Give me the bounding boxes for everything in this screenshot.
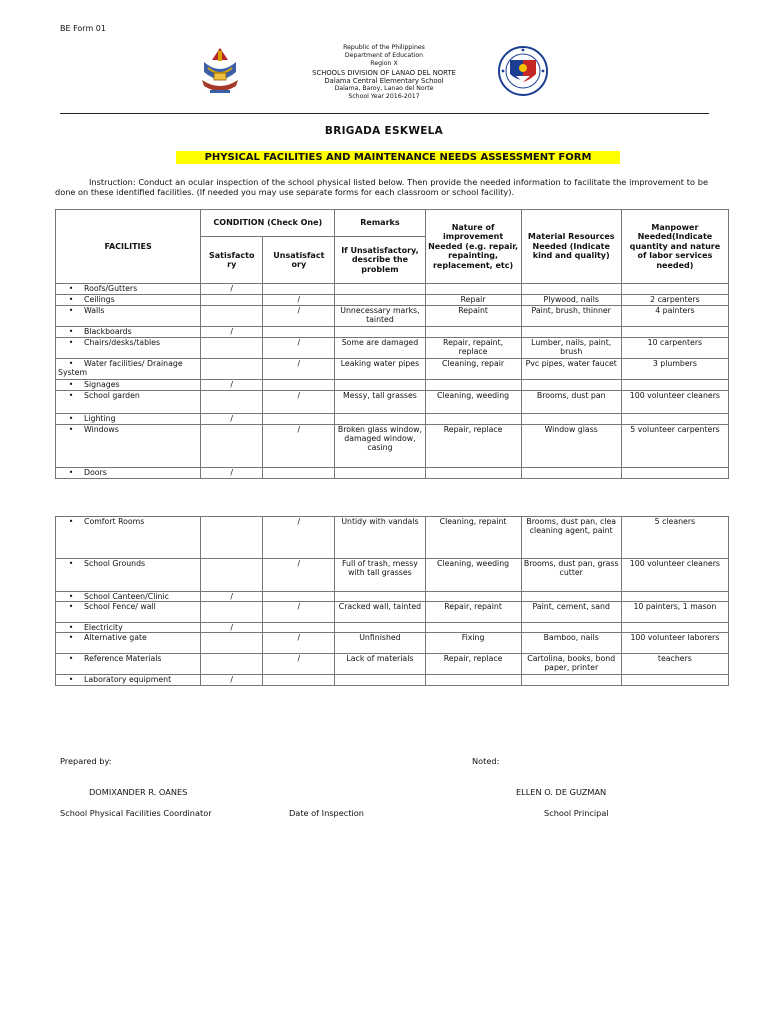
- unsatisfactory-check: /: [263, 654, 335, 675]
- unsatisfactory-check: [263, 284, 335, 295]
- nature-cell: [425, 414, 521, 425]
- manpower-cell: 10 painters, 1 mason: [621, 602, 728, 623]
- facility-name: School Grounds: [84, 559, 146, 568]
- unsatisfactory-check: [263, 592, 335, 602]
- satisfactory-check: [201, 425, 263, 468]
- manpower-cell: teachers: [621, 654, 728, 675]
- nature-cell: Repair, replace: [425, 654, 521, 675]
- satisfactory-check: /: [201, 414, 263, 425]
- table-row: [56, 380, 729, 391]
- table-row: [56, 425, 729, 468]
- unsatisfactory-check: /: [263, 559, 335, 592]
- preparer-title: School Physical Facilities Coordinator: [60, 808, 212, 818]
- material-cell: Bamboo, nails: [521, 633, 621, 654]
- principal-title: School Principal: [544, 808, 609, 818]
- bullet-icon: •: [68, 623, 74, 632]
- header-line-school-year: School Year 2016-2017: [348, 93, 420, 101]
- col-unsatisfactory: Unsatisfact ory: [263, 237, 335, 284]
- manpower-cell: [621, 675, 728, 686]
- manpower-cell: 100 volunteer cleaners: [621, 559, 728, 592]
- bullet-icon: •: [68, 295, 74, 304]
- facility-name: Ceilings: [84, 295, 115, 304]
- facility-name: Lighting: [84, 414, 116, 423]
- nature-cell: Repaint: [425, 306, 521, 327]
- table-row: [56, 295, 729, 306]
- nature-cell: Cleaning, weeding: [425, 391, 521, 414]
- facility-name: Windows: [84, 425, 119, 434]
- bullet-icon: •: [68, 359, 74, 368]
- nature-cell: [425, 592, 521, 602]
- facilities-table: [55, 209, 729, 479]
- facilities-table-continued-body: [56, 517, 729, 686]
- remarks-cell: [335, 414, 425, 425]
- bullet-icon: •: [68, 338, 74, 347]
- table-row: [56, 654, 729, 675]
- school-header: [250, 44, 518, 101]
- satisfactory-check: /: [201, 380, 263, 391]
- nature-cell: Repair: [425, 295, 521, 306]
- remarks-cell: Unnecessary marks, tainted: [335, 306, 425, 327]
- manpower-cell: 3 plumbers: [621, 359, 728, 380]
- satisfactory-check: [201, 602, 263, 623]
- facility-name: Roofs/Gutters: [84, 284, 138, 293]
- remarks-cell: Broken glass window, damaged window, casing: [335, 425, 425, 468]
- remarks-cell: Messy, tall grasses: [335, 391, 425, 414]
- nature-cell: [425, 284, 521, 295]
- bullet-icon: •: [68, 592, 74, 601]
- nature-cell: [425, 327, 521, 338]
- remarks-cell: Cracked wall, tainted: [335, 602, 425, 623]
- nature-cell: Cleaning, weeding: [425, 559, 521, 592]
- unsatisfactory-check: [263, 380, 335, 391]
- col-condition: CONDITION (Check One): [201, 210, 335, 237]
- table-row: [56, 306, 729, 327]
- table-row: [56, 602, 729, 623]
- satisfactory-check: /: [201, 327, 263, 338]
- page-title: BRIGADA ESKWELA: [324, 125, 444, 137]
- bullet-icon: •: [68, 391, 74, 400]
- satisfactory-check: /: [201, 623, 263, 633]
- unsatisfactory-check: [263, 623, 335, 633]
- principal-name: ELLEN O. DE GUZMAN: [516, 787, 607, 797]
- facility-cell: [56, 327, 201, 338]
- facility-name: Comfort Rooms: [84, 517, 145, 526]
- material-cell: Paint, brush, thinner: [521, 306, 621, 327]
- facility-cell: [56, 338, 201, 359]
- bullet-icon: •: [68, 306, 74, 315]
- table-row: [56, 633, 729, 654]
- facility-name: Laboratory equipment: [84, 675, 172, 684]
- facility-name: Chairs/desks/tables: [84, 338, 161, 347]
- bullet-icon: •: [68, 517, 74, 526]
- material-cell: [521, 675, 621, 686]
- bullet-icon: •: [68, 414, 74, 423]
- nature-cell: Repair, repaint, replace: [425, 338, 521, 359]
- remarks-cell: [335, 380, 425, 391]
- preparer-name: DOMIXANDER R. OANES: [89, 787, 188, 797]
- bullet-icon: •: [68, 559, 74, 568]
- manpower-cell: [621, 468, 728, 479]
- table-row: [56, 592, 729, 602]
- bullet-icon: •: [68, 602, 74, 611]
- material-cell: [521, 592, 621, 602]
- unsatisfactory-check: /: [263, 338, 335, 359]
- facility-name: School garden: [84, 391, 140, 400]
- manpower-cell: [621, 380, 728, 391]
- unsatisfactory-check: /: [263, 517, 335, 559]
- remarks-cell: [335, 623, 425, 633]
- manpower-cell: 2 carpenters: [621, 295, 728, 306]
- manpower-cell: [621, 592, 728, 602]
- material-cell: [521, 380, 621, 391]
- satisfactory-check: [201, 654, 263, 675]
- unsatisfactory-check: /: [263, 633, 335, 654]
- manpower-cell: [621, 414, 728, 425]
- facility-cell: [56, 295, 201, 306]
- satisfactory-check: /: [201, 592, 263, 602]
- nature-cell: Fixing: [425, 633, 521, 654]
- remarks-cell: Leaking water pipes: [335, 359, 425, 380]
- satisfactory-check: [201, 559, 263, 592]
- material-cell: [521, 284, 621, 295]
- nature-cell: [425, 468, 521, 479]
- facility-cell: [56, 623, 201, 633]
- unsatisfactory-check: [263, 327, 335, 338]
- facility-cell: [56, 414, 201, 425]
- satisfactory-check: [201, 306, 263, 327]
- table-row: [56, 468, 729, 479]
- satisfactory-check: [201, 295, 263, 306]
- col-material: Material Resources Needed (Indicate kind and quality): [521, 210, 621, 284]
- remarks-cell: Untidy with vandals: [335, 517, 425, 559]
- facility-cell: [56, 306, 201, 327]
- header-line-region: Region X: [370, 60, 398, 68]
- facility-name: Electricity: [84, 623, 123, 632]
- remarks-cell: Full of trash, messy with tall grasses: [335, 559, 425, 592]
- material-cell: [521, 414, 621, 425]
- header-line-school: Dalama Central Elementary School: [324, 76, 444, 85]
- satisfactory-check: /: [201, 284, 263, 295]
- col-satisfactory: Satisfacto ry: [201, 237, 263, 284]
- bullet-icon: •: [68, 633, 74, 642]
- facility-name: Water facilities/ Drainage System: [58, 359, 183, 377]
- bullet-icon: •: [68, 284, 74, 293]
- satisfactory-check: [201, 391, 263, 414]
- nature-cell: Repair, replace: [425, 425, 521, 468]
- nature-cell: [425, 675, 521, 686]
- material-cell: Brooms, dust pan: [521, 391, 621, 414]
- facility-cell: [56, 592, 201, 602]
- facility-cell: [56, 380, 201, 391]
- col-remarks-sub: If Unsatisfactory, describe the problem: [335, 237, 425, 284]
- facilities-table-body: [56, 284, 729, 479]
- bullet-icon: •: [68, 654, 74, 663]
- instruction-text: Instruction: Conduct an ocular inspection of the school physical listed below. Then provide the needed information to facilitate the improvement to be done on these identified facilities. (If needed you may use separate forms for each classroom or school facility).: [55, 177, 708, 197]
- table-row: [56, 284, 729, 295]
- satisfactory-check: [201, 338, 263, 359]
- bullet-icon: •: [68, 380, 74, 389]
- material-cell: Brooms, dust pan, clea cleaning agent, paint: [521, 517, 621, 559]
- form-subtitle: PHYSICAL FACILITIES AND MAINTENANCE NEEDS ASSESSMENT FORM: [176, 151, 620, 164]
- remarks-cell: [335, 295, 425, 306]
- material-cell: Window glass: [521, 425, 621, 468]
- bullet-icon: •: [68, 468, 74, 477]
- facility-name: Signages: [84, 380, 120, 389]
- unsatisfactory-check: /: [263, 295, 335, 306]
- nature-cell: Repair, repaint: [425, 602, 521, 623]
- table-row: [56, 359, 729, 380]
- facility-cell: [56, 559, 201, 592]
- facility-name: Doors: [84, 468, 107, 477]
- bullet-icon: •: [68, 675, 74, 684]
- remarks-cell: Unfinished: [335, 633, 425, 654]
- remarks-cell: [335, 284, 425, 295]
- bullet-icon: •: [68, 425, 74, 434]
- form-number: BE Form 01: [60, 24, 106, 33]
- nature-cell: [425, 623, 521, 633]
- material-cell: Plywood, nails: [521, 295, 621, 306]
- material-cell: [521, 468, 621, 479]
- manpower-cell: [621, 623, 728, 633]
- facility-cell: [56, 602, 201, 623]
- header-line-address: Dalama, Baroy, Lanao del Norte: [334, 85, 434, 93]
- col-remarks: Remarks: [335, 210, 425, 237]
- facilities-table-continued: [55, 516, 729, 686]
- manpower-cell: 4 painters: [621, 306, 728, 327]
- unsatisfactory-check: [263, 468, 335, 479]
- table-row: [56, 338, 729, 359]
- remarks-cell: [335, 675, 425, 686]
- satisfactory-check: [201, 359, 263, 380]
- manpower-cell: 100 volunteer laborers: [621, 633, 728, 654]
- nature-cell: Cleaning, repair: [425, 359, 521, 380]
- material-cell: [521, 327, 621, 338]
- facility-cell: [56, 633, 201, 654]
- facility-cell: [56, 468, 201, 479]
- table-row: [56, 517, 729, 559]
- school-logo: [198, 46, 242, 96]
- col-facilities: FACILITIES: [56, 210, 201, 284]
- table-row: [56, 414, 729, 425]
- manpower-cell: [621, 327, 728, 338]
- unsatisfactory-check: [263, 414, 335, 425]
- facility-name: School Fence/ wall: [84, 602, 156, 611]
- satisfactory-check: [201, 633, 263, 654]
- table-row: [56, 559, 729, 592]
- remarks-cell: Some are damaged: [335, 338, 425, 359]
- bullet-icon: •: [68, 327, 74, 336]
- facility-cell: [56, 675, 201, 686]
- remarks-cell: [335, 468, 425, 479]
- satisfactory-check: /: [201, 468, 263, 479]
- date-of-inspection-label: Date of Inspection: [289, 808, 364, 818]
- header-line-republic: Republic of the Philippines: [343, 44, 425, 51]
- material-cell: Paint, cement, sand: [521, 602, 621, 623]
- manpower-cell: 100 volunteer cleaners: [621, 391, 728, 414]
- header-divider: [60, 113, 709, 114]
- nature-cell: Cleaning, repaint: [425, 517, 521, 559]
- remarks-cell: [335, 327, 425, 338]
- unsatisfactory-check: /: [263, 391, 335, 414]
- facility-cell: [56, 284, 201, 295]
- col-nature: Nature of improvement Needed (e.g. repair, repainting, replacement, etc): [425, 210, 521, 284]
- material-cell: Pvc pipes, water faucet: [521, 359, 621, 380]
- remarks-cell: [335, 592, 425, 602]
- manpower-cell: 5 cleaners: [621, 517, 728, 559]
- material-cell: Lumber, nails, paint, brush: [521, 338, 621, 359]
- col-manpower: Manpower Needed(Indicate quantity and nature of labor services needed): [621, 210, 728, 284]
- unsatisfactory-check: [263, 675, 335, 686]
- facility-cell: [56, 517, 201, 559]
- noted-label: Noted:: [472, 756, 500, 766]
- header-line-division: SCHOOLS DIVISION OF LANAO DEL NORTE: [312, 68, 456, 77]
- satisfactory-check: /: [201, 675, 263, 686]
- facility-cell: [56, 391, 201, 414]
- unsatisfactory-check: /: [263, 425, 335, 468]
- header-line-department: Department of Education: [344, 52, 424, 60]
- facility-name: Walls: [84, 306, 105, 315]
- facility-name: Reference Materials: [84, 654, 162, 663]
- facility-cell: [56, 359, 201, 380]
- facility-cell: [56, 425, 201, 468]
- facility-name: Blackboards: [84, 327, 132, 336]
- manpower-cell: 10 carpenters: [621, 338, 728, 359]
- unsatisfactory-check: /: [263, 306, 335, 327]
- satisfactory-check: [201, 517, 263, 559]
- facility-name: School Canteen/Clinic: [84, 592, 169, 601]
- facility-name: Alternative gate: [84, 633, 147, 642]
- manpower-cell: [621, 284, 728, 295]
- facility-cell: [56, 654, 201, 675]
- remarks-cell: Lack of materials: [335, 654, 425, 675]
- nature-cell: [425, 380, 521, 391]
- unsatisfactory-check: /: [263, 602, 335, 623]
- material-cell: Cartolina, books, bond paper, printer: [521, 654, 621, 675]
- table-row: [56, 391, 729, 414]
- unsatisfactory-check: /: [263, 359, 335, 380]
- table-row: [56, 675, 729, 686]
- manpower-cell: 5 volunteer carpenters: [621, 425, 728, 468]
- table-row: [56, 623, 729, 633]
- table-row: [56, 327, 729, 338]
- prepared-by-label: Prepared by:: [60, 756, 112, 766]
- material-cell: [521, 623, 621, 633]
- deped-seal-icon: [498, 46, 548, 96]
- material-cell: Brooms, dust pan, grass cutter: [521, 559, 621, 592]
